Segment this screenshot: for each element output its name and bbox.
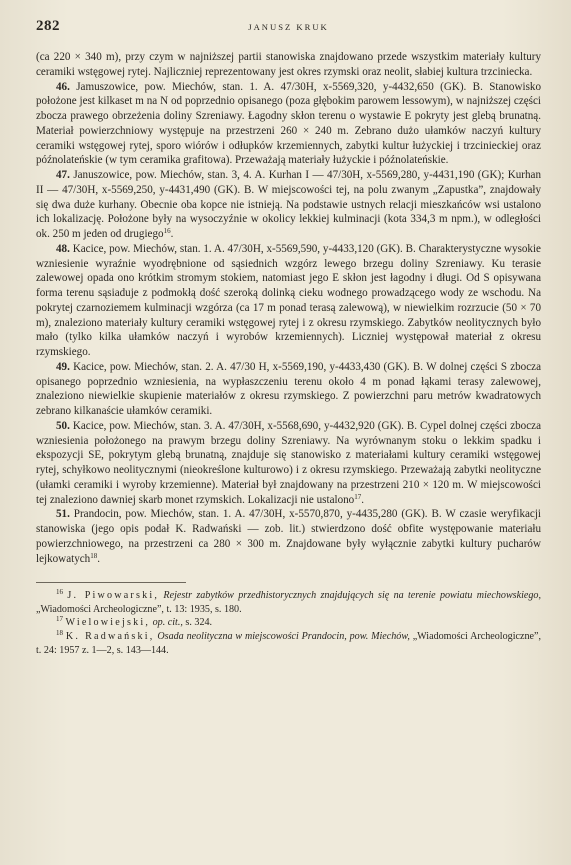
footnote-rest: „Wiadomości Archeologiczne”, t. 13: 1935, s. 180.	[36, 603, 242, 615]
entry-46	[36, 80, 541, 169]
entry-text: Jamuszowice, pow. Miechów, stan. 1. A. 47/30H, x-5569,320, y-4432,650 (GK). B. Stanowisko położone jest kilkaset m na N od poprzednio opisanego (poza głębokim parowem lessowym), w najniższej części zbocza prawego obrzeżenia doliny Szreniawy. Łagodny skłon terenu o wystawie E pokryty jest glebą brunatną. Materiał powierzchniowy występuje na przestrzeni 260 × 240 m. Zebrano dużo ułamków naczyń kultury ceramiki wstęgowej rytej, sporo wiórów i odłupków krzemiennych, zabytki kultur łużyckiej i trzcinieckiej oraz późnolateńskie (w tym ceramika grafitowa). Przeważają materiały łużyckie i późnolateńskie.	[36, 80, 541, 167]
footnote-ref-18[interactable]: 18	[90, 551, 98, 560]
entry-49	[36, 360, 541, 419]
entry-text: Kacice, pow. Miechów, stan. 1. A. 47/30H, x-5569,590, y-4433,120 (GK). B. Charakterystyczne wysokie wzniesienie wyraźnie wyodrębnione od sąsiednich wzgórz lewego brzegu doliny Szreniawy. Ku terasie zalewowej opada ono krótkim stromym stokiem, natomiast jego E skłon jest łagodny i długi. Od S opisywana forma terenu sąsiaduje z podmokłą dość szeroką dolinką cieku wodnego prowadzącego wody ze wschodu. Na pokrytej czarnoziemem kulminacji wzgórza (ca 17 m ponad terasą zalewową), w niewielkim rozrzucie (50 × 70 m), znaleziono materiały kultury ceramiki wstęgowej rytej i z okresu rzymskiego. Zabytków neolitycznych było mało (tylko kilka ułamków naczyń i wyrobów krzemiennych). Liczniej występował materiał z okresu rzymskiego.	[36, 242, 541, 358]
entry-text: Kacice, pow. Miechów, stan. 2. A. 47/30 H, x-5569,190, y-4433,430 (GK). B. W dolnej części S zbocza opisanego poprzednio wzniesienia, na wypłaszczeniu terenu około 4 m ponad łąkami terasy zalewowej, znaleziono niewielkie skupienie materiałów z okresu rzymskiego. Z powierzchni paru metrów kwadratowych zebrano kilkanaście ułamków ceramiki.	[36, 360, 541, 417]
footnotes	[36, 589, 541, 657]
entry-number: 47.	[56, 169, 70, 181]
footnote-rest: s. 324.	[185, 617, 213, 629]
entry-number: 48.	[56, 242, 70, 255]
footnote-ref-17[interactable]: 17	[354, 492, 362, 501]
footnote-divider	[36, 582, 186, 583]
entry-text: Kacice, pow. Miechów, stan. 3. A. 47/30H, x-5568,690, y-4432,920 (GK). B. Cypel dolnej części zbocza wzniesienia położonego na prawym brzegu doliny Szreniawy. Na wyrównanym stoku o lekkim spadku i ekspozycji SE, pokrytym glebą brunatną, znajduje się stanowisko z materiałami kultury ceramiki wstęgowej rytej, schyłkowo neolitycznymi (nieokreślone kulturowo) i z okresu rzymskiego. Przeważają zabytki neolityczne (ułamki ceramiki i wyroby krzemienne). Materiał był znajdowany na przestrzeni 210 × 120 m. W miejscowości tej znaleziono dawniej skarb monet rzymskich. Lokalizacji nie ustalono	[36, 419, 542, 506]
footnote-mark: 16	[56, 588, 63, 597]
paragraph-text: (ca 220 × 340 m), przy czym w najniższej partii stanowiska znajdowano przede wszystkim materiały kultury ceramiki wstęgowej rytej. Najliczniej reprezentowany jest okres rzymski oraz neolit, słabiej kultura trzciniecka.	[36, 51, 541, 78]
footnote-mark: 17	[56, 615, 63, 624]
footnote-17	[36, 616, 541, 630]
entry-text: Prandocin, pow. Miechów, stan. 1. A. 47/30H, x-5570,870, y-4435,280 (GK). B. W czasie weryfikacji stanowiska (jego opis podał K. Radwański — zob. lit.) stwierdzono dość obfite występowanie materiału powierzchniowego, na przestrzeni ca 280 × 300 m. Znajdowane były wyłącznie zabytki kultury pucharów lejkowatych	[36, 508, 541, 565]
entry-number: 50.	[56, 419, 70, 432]
footnote-title: Rejestr zabytków przedhistorycznych znajdujących się na terenie powiatu miechowskiego,	[163, 590, 541, 602]
footnote-author: K. Radwański,	[65, 631, 155, 643]
footnote-rest: „Wiadomości Archeologiczne”, t. 24: 1957 z. 1—2, s. 143—144.	[36, 631, 541, 656]
footnote-ref-16[interactable]: 16	[163, 227, 171, 235]
footnote-title: Osada neolityczna w miejscowości Prandocin, pow. Miechów,	[157, 631, 410, 643]
entry-number: 51.	[56, 508, 70, 521]
entry-50: 50. Kacice, pow. Miechów, stan. 3. A. 47/30H, x-5568,690, y-4432,920 (GK). B. Cypel dolnej części zbocza wzniesienia położonego na prawym brzegu doliny Szreniawy. Na wyrównanym stoku o lekkim spadku i ekspozycji SE, pokrytym glebą brunatną, znajduje się stanowisko z materiałami kultury ceramiki wstęgowej rytej, schyłkowo neolitycznymi (nieokreślone kulturowo) i z okresu rzymskiego. Przeważają zabytki neolityczne (ułamki ceramiki i wyroby krzemienne). Materiał był znajdowany na przestrzeni 210 × 120 m. W miejscowości tej znaleziono dawniej skarb monet rzymskich. Lokalizacji nie ustalono$^{17}$.	[36, 419, 542, 506]
body-text	[36, 50, 541, 566]
entry-47: 47. Januszowice, pow. Miechów, stan. 3, 4. A. Kurhan I — 47/30H, x-5569,280, y-4431,190 (GK); Kurhan II — 47/30H, x-5569,250, y-4431,490 (GK). B. W miejscowości tej, na polu zwanym „Zapustka”, znajdowały się dwa duże kurhany. Obecnie oba kopce nie istnieją. Na podstawie ustnych relacji mieszkańców wsi ustalono ich lokalizację. Położone były na wysoczyźnie w okolicy lekkiej kulminacji (kota 334,3 m npm.), w odległości ok. 250 m jeden od drugiego$^{16}$.	[36, 169, 541, 240]
running-head: JANUSZ KRUK	[248, 22, 329, 32]
footnote-16	[36, 589, 541, 616]
entry-number: 46.	[56, 80, 70, 93]
footnote-title: op. cit.,	[152, 617, 183, 629]
entry-51: 51. Prandocin, pow. Miechów, stan. 1. A. 47/30H, x-5570,870, y-4435,280 (GK). B. W czasie weryfikacji stanowiska (jego opis podał K. Radwański — zob. lit.) stwierdzono dość obfite występowanie materiału powierzchniowego, na przestrzeni ca 280 × 300 m. Znajdowane były wyłącznie zabytki kultury pucharów lejkowatych$^{18}$.	[36, 508, 541, 565]
entry-48	[36, 242, 541, 360]
footnote-mark: 18	[56, 629, 63, 638]
footnote-author: Wielowiejski,	[65, 617, 151, 629]
footnote-author: J. Piwowarski,	[67, 590, 160, 602]
footnote-18	[36, 630, 541, 657]
entry-text: Januszowice, pow. Miechów, stan. 3, 4. A. Kurhan I — 47/30H, x-5569,280, y-4431,190 (GK); Kurhan II — 47/30H, x-5569,250, y-4431,490 (GK). B. W miejscowości tej, na polu zwanym „Zapustka”, znajdowały się dwa duże kurhany. Obecnie oba kopce nie istnieją. Na podstawie ustnych relacji mieszkańców wsi ustalono ich lokalizację. Położone były na wysoczyźnie w okolicy lekkiej kulminacji (kota 334,3 m npm.), w odległości ok. 250 m jeden od drugiego	[36, 169, 541, 240]
entry-number: 49.	[56, 360, 70, 373]
page-header	[36, 18, 541, 44]
page-number: 282	[36, 18, 60, 34]
paragraph-continuation	[36, 50, 541, 80]
